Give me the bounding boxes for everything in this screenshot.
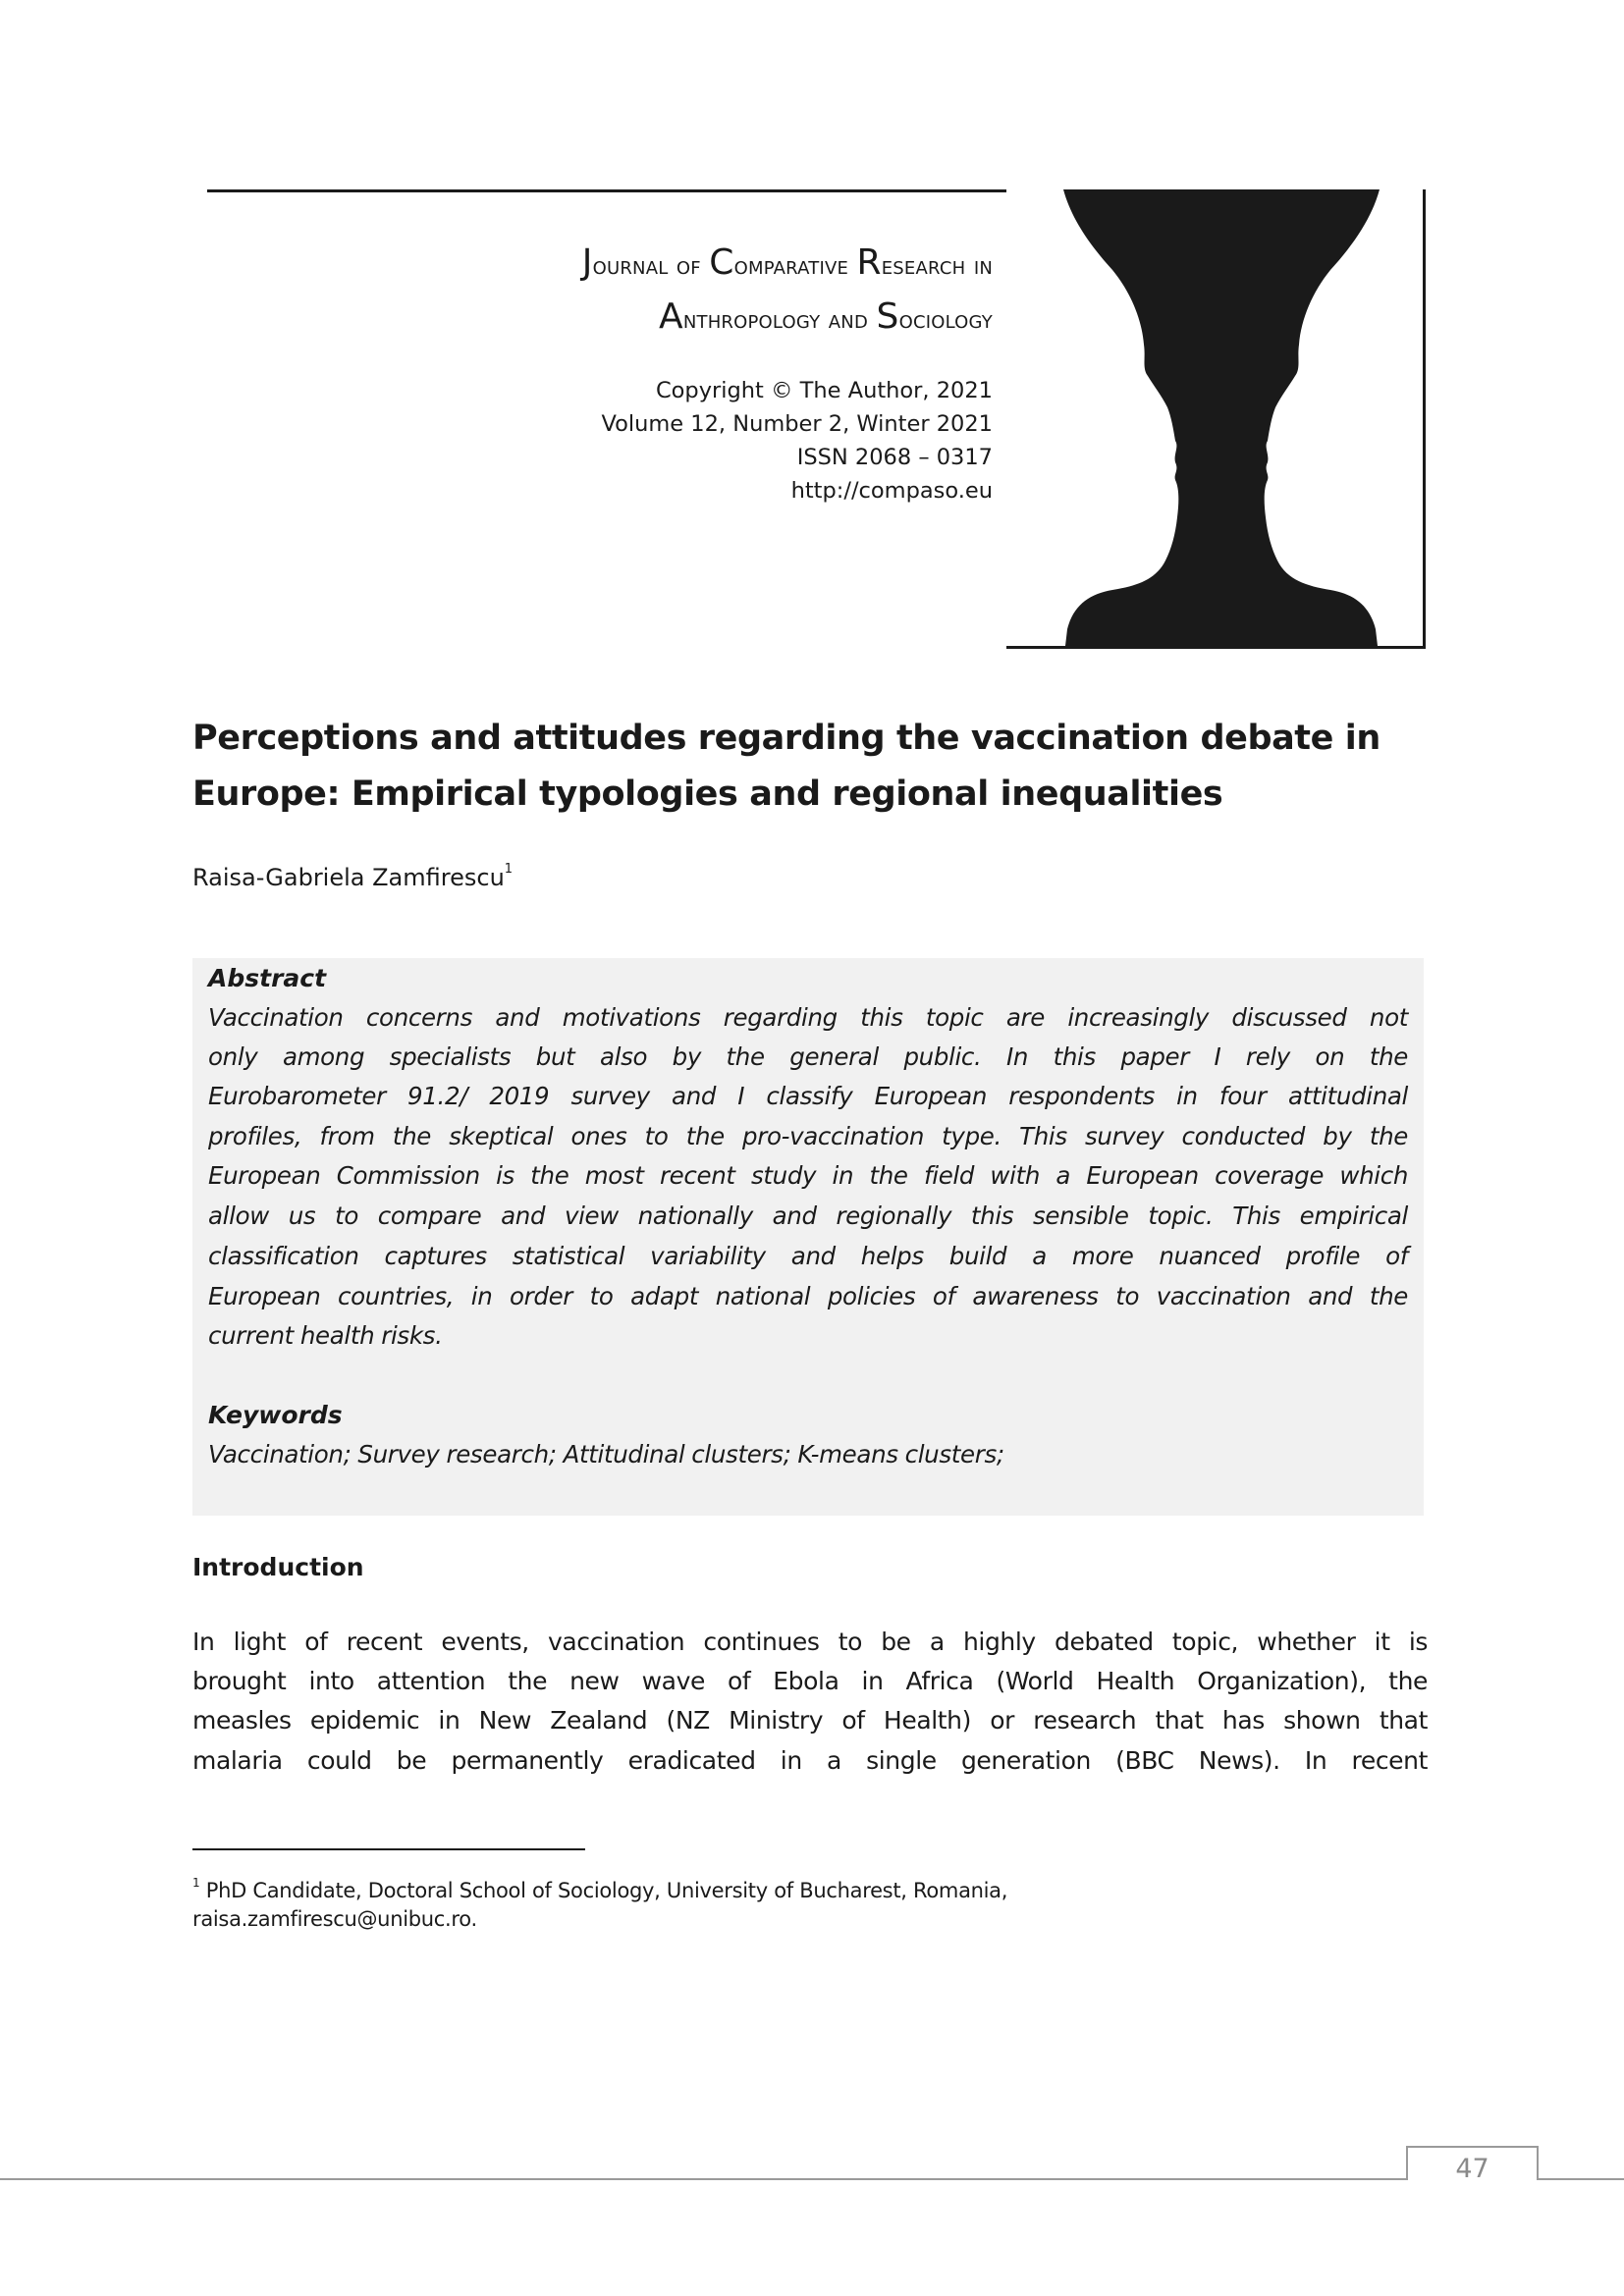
rubin-vase-faces-icon [1006, 189, 1423, 646]
journal-meta [404, 374, 993, 507]
journal-title [246, 238, 993, 346]
body-line: brought into attention the new wave of Ebola in Africa (World Health Organization), the [192, 1667, 1428, 1695]
body-line: malaria could be permanently eradicated in a single generation (BBC News). In recent [192, 1746, 1428, 1775]
footnote-line-1 [192, 1871, 1007, 1905]
journal-copyright: Copyright © The Author, 2021 [655, 378, 993, 403]
abstract-line: European countries, in order to adapt national policies of awareness to vaccination and the [208, 1282, 1408, 1310]
footnote-email[interactable]: raisa.zamfirescu@unibuc.ro. [192, 1907, 477, 1931]
abstract-line: Vaccination concerns and motivations regarding this topic are increasingly discussed not [208, 1003, 1408, 1032]
keywords-heading: Keywords [208, 1401, 343, 1429]
abstract-line: classification captures statistical variability and helps build a more nuanced profile of [208, 1242, 1408, 1270]
abstract-line: allow us to compare and view nationally and regionally this sensible topic. This empirical [208, 1201, 1408, 1230]
body-line: measles epidemic in New Zealand (NZ Ministry of Health) or research that has shown that [192, 1706, 1428, 1735]
header-rule [207, 189, 1008, 192]
keywords-text: Vaccination; Survey research; Attitudinal clusters; K-means clusters; [208, 1440, 1004, 1468]
abstract-line: profiles, from the skeptical ones to the pro-vaccination type. This survey conducted by the [208, 1122, 1408, 1150]
abstract-line: European Commission is the most recent study in the field with a European coverage which [208, 1161, 1408, 1190]
footer-rule-left [0, 2178, 1406, 2180]
author-name-text: Raisa-Gabriela Zamfirescu [192, 864, 505, 891]
footer-rule-right [1537, 2178, 1624, 2180]
footnote-rule [192, 1848, 585, 1850]
paper-title-line-2: Europe: Empirical typologies and regional inequalities [192, 774, 1223, 814]
journal-url[interactable]: http://compaso.eu [790, 478, 993, 504]
body-line: In light of recent events, vaccination continues to be a highly debated topic, whether it is [192, 1628, 1428, 1656]
author-footnote-mark[interactable]: 1 [504, 862, 514, 877]
footnote-mark: 1 [192, 1876, 200, 1890]
abstract-line: Eurobarometer 91.2/ 2019 survey and I classify European respondents in four attitudinal [208, 1082, 1408, 1110]
page-number: 47 [1455, 2154, 1489, 2184]
journal-logo [1006, 189, 1426, 649]
paper-title-line-1: Perceptions and attitudes regarding the vaccination debate in [192, 719, 1380, 758]
author-name [192, 857, 513, 894]
journal-title-line-2: Anthropology and Sociology [659, 296, 993, 337]
introduction-heading: Introduction [192, 1553, 364, 1581]
paper-title [192, 711, 1449, 823]
journal-volume: Volume 12, Number 2, Winter 2021 [601, 411, 993, 437]
footnote-text: PhD Candidate, Doctoral School of Sociology, University of Bucharest, Romania, [205, 1879, 1008, 1902]
abstract-line: current health risks. [208, 1321, 443, 1350]
journal-issn: ISSN 2068 – 0317 [796, 445, 993, 470]
journal-title-line-1: Journal of Comparative Research in [581, 242, 993, 283]
abstract-heading: Abstract [208, 964, 327, 992]
abstract-line: only among specialists but also by the general public. In this paper I rely on the [208, 1042, 1408, 1071]
